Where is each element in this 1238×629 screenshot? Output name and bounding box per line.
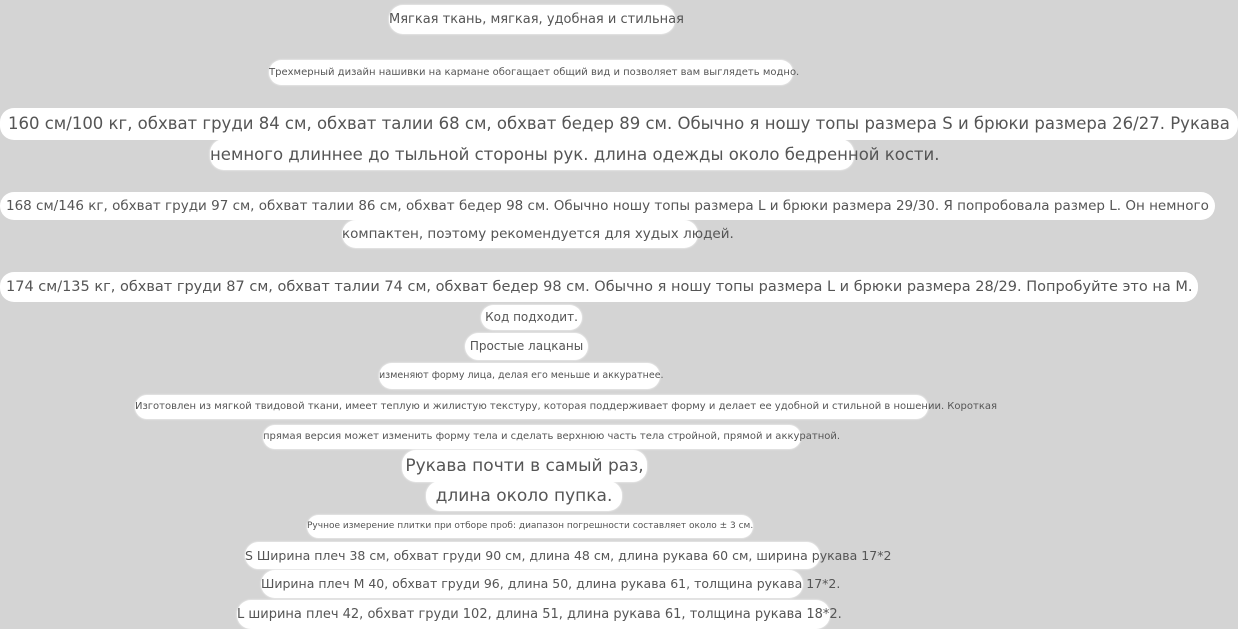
caption-soft-fabric: Мягкая ткань, мягкая, удобная и стильная [389,5,675,34]
size-l: L ширина плеч 42, обхват груди 102, длина 51, длина рукава 61, толщина рукава 18*2. [237,600,830,629]
review-3 [0,272,1193,302]
review-2-line-1 [0,192,1209,220]
caption-pocket-design: Трехмерный дизайн нашивки на кармане обогащает общий вид и позволяет вам выглядеть модно. [269,60,793,85]
feature-lapels: Простые лацканы [465,333,588,360]
measurement-note: Ручное измерение плитки при отборе проб: диапазон погрешности составляет около ± 3 см. [307,515,753,538]
feature-sleeves: Рукава почти в самый раз, [402,450,647,482]
review-2-line-1-text: 168 см/146 кг, обхват груди 97 см, обхват талии 86 см, обхват бедер 98 см. Обычно ношу топы размера L и брюки размера 29/30. Я попробовала размер L. Он немного [0,192,1215,220]
review-1-line-1 [0,108,1230,140]
feature-length: длина около пупка. [426,481,622,511]
feature-face-shape: изменяют форму лица, делая его меньше и аккуратнее. [379,363,660,389]
feature-tweed-fabric: Изготовлен из мягкой твидовой ткани, имеет теплую и жилистую текстуру, которая поддерживает форму и делает ее удобной и стильной в ношении. Короткая [135,395,928,419]
size-m: Ширина плеч M 40, обхват груди 96, длина 50, длина рукава 61, толщина рукава 17*2. [261,570,803,598]
feature-fit: Код подходит. [481,305,582,330]
review-1-line-2: немного длиннее до тыльной стороны рук. длина одежды около бедренной кости. [210,139,854,170]
review-3-text: 174 см/135 кг, обхват груди 87 см, обхват талии 74 см, обхват бедер 98 см. Обычно я ношу топы размера L и брюки размера 28/29. Попробуйте это на М. [0,272,1198,302]
review-2-line-2: компактен, поэтому рекомендуется для худых людей. [342,220,698,248]
review-1-line-1-text: 160 см/100 кг, обхват груди 84 см, обхват талии 68 см, обхват бедер 89 см. Обычно я ношу топы размера S и брюки размера 26/27. Рукава [0,108,1238,140]
feature-straight-version: прямая версия может изменить форму тела и сделать верхнюю часть тела стройной, прямой и аккуратной. [263,425,801,449]
size-s: S Ширина плеч 38 см, обхват груди 90 см, длина 48 см, длина рукава 60 см, ширина рукава 17*2 [245,542,820,569]
